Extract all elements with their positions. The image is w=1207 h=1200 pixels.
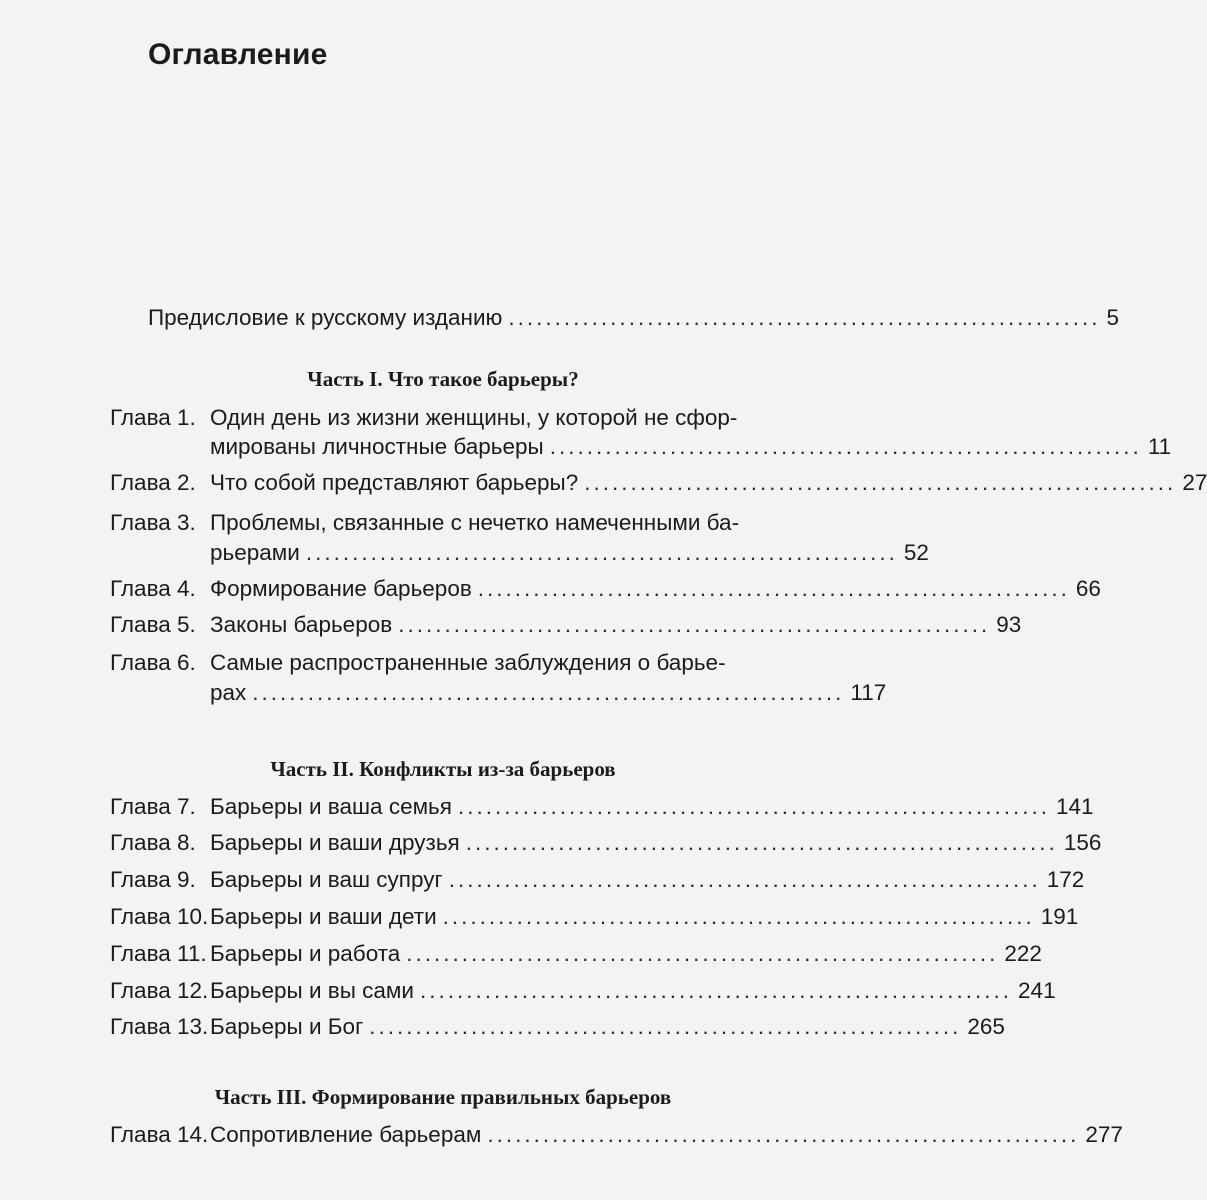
chapter-title: Барьеры и ваш супруг <box>210 867 443 892</box>
leader-dots: ................................................................ <box>508 305 1101 330</box>
chapter-title: Самые распространенные заблуждения о барье- <box>210 650 726 675</box>
chapter-entry <box>110 830 1102 864</box>
chapter-page: 52 <box>903 540 929 565</box>
chapter-label: Глава 2. <box>110 470 196 495</box>
chapter-label: Глава 13. <box>110 1014 209 1039</box>
chapter-label: Глава 4. <box>110 576 196 601</box>
chapter-label: Глава 12. <box>110 978 209 1003</box>
chapter-entry <box>110 576 1101 610</box>
chapter-page: 27 <box>1182 470 1207 495</box>
chapter-entry-cont <box>210 540 929 574</box>
leader-dots: ................................................................ <box>477 576 1070 601</box>
leader-dots: ................................................................ <box>442 904 1035 929</box>
chapter-entry <box>110 867 1085 901</box>
preface-entry <box>148 305 1120 339</box>
chapter-page: 222 <box>1004 941 1042 966</box>
chapter-page: 265 <box>967 1014 1005 1039</box>
chapter-title: Барьеры и вы сами <box>210 978 414 1003</box>
chapter-entry <box>110 941 1042 975</box>
chapter-entry <box>110 978 1056 1012</box>
chapter-page: 172 <box>1046 867 1085 892</box>
chapter-label: Глава 3. <box>110 510 196 535</box>
leader-dots: ................................................................ <box>369 1014 962 1039</box>
chapter-title: Законы барьеров <box>210 612 393 637</box>
chapter-title: Барьеры и ваши дети <box>210 904 437 929</box>
leader-dots: ................................................................ <box>419 978 1013 1003</box>
leader-dots: ................................................................ <box>465 830 1058 855</box>
chapter-page: 93 <box>996 612 1022 637</box>
chapter-entry-cont <box>210 680 887 714</box>
chapter-label: Глава 14. <box>110 1122 209 1147</box>
chapter-label: Глава 10. <box>110 904 209 929</box>
chapter-label: Глава 7. <box>110 794 196 819</box>
leader-dots: ................................................................ <box>549 434 1142 459</box>
chapter-title-cont: рах <box>210 680 247 705</box>
chapter-title: Один день из жизни женщины, у которой не сфор- <box>210 405 738 430</box>
part-heading: Часть I. Что такое барьеры? <box>307 367 579 391</box>
chapter-label: Глава 5. <box>110 612 196 637</box>
chapter-title: Формирование барьеров <box>210 576 472 601</box>
leader-dots: ................................................................ <box>252 680 845 705</box>
chapter-title: Барьеры и ваши друзья <box>210 830 460 855</box>
chapter-page: 66 <box>1075 576 1101 601</box>
chapter-label: Глава 9. <box>110 867 196 892</box>
chapter-entry <box>110 904 1079 938</box>
chapter-title: Что собой представляют барьеры? <box>210 470 579 495</box>
chapter-page: 117 <box>850 680 887 705</box>
chapter-entry <box>110 470 1207 504</box>
preface-title: Предисловие к русскому изданию <box>148 305 503 330</box>
leader-dots: ................................................................ <box>448 867 1041 892</box>
chapter-page: 241 <box>1018 978 1056 1003</box>
page-title: Оглавление <box>148 38 328 71</box>
leader-dots: ................................................................ <box>398 612 991 637</box>
chapter-entry <box>110 612 1022 646</box>
chapter-page: 156 <box>1063 830 1102 855</box>
chapter-page: 141 <box>1056 794 1094 819</box>
chapter-title-cont: рьерами <box>210 540 300 565</box>
part-heading: Часть II. Конфликты из-за барьеров <box>270 757 616 781</box>
chapter-page: 11 <box>1147 434 1172 459</box>
chapter-entry <box>110 650 776 684</box>
chapter-label: Глава 1. <box>110 405 196 430</box>
chapter-label: Глава 6. <box>110 650 196 675</box>
chapter-label: Глава 8. <box>110 830 196 855</box>
chapter-entry <box>110 1014 1005 1048</box>
part-heading: Часть III. Формирование правильных барьеров <box>214 1085 672 1109</box>
chapter-title: Барьеры и ваша семья <box>210 794 452 819</box>
chapter-title-cont: мированы личностные барьеры <box>210 434 544 459</box>
chapter-title: Барьеры и Бог <box>210 1014 364 1039</box>
chapter-entry <box>110 1122 1123 1156</box>
leader-dots: ................................................................ <box>584 470 1177 495</box>
leader-dots: ................................................................ <box>305 540 898 565</box>
chapter-entry <box>110 510 776 544</box>
chapter-page: 277 <box>1085 1122 1123 1147</box>
chapter-entry <box>110 794 1094 828</box>
leader-dots: ................................................................ <box>406 941 999 966</box>
chapter-title: Проблемы, связанные с нечетко намеченными ба- <box>210 510 740 535</box>
chapter-label: Глава 11. <box>110 941 207 966</box>
leader-dots: ................................................................ <box>487 1122 1080 1147</box>
chapter-title: Сопротивление барьерам <box>210 1122 482 1147</box>
chapter-entry-cont <box>210 434 1172 468</box>
chapter-page: 191 <box>1040 904 1079 929</box>
leader-dots: ................................................................ <box>457 794 1051 819</box>
chapter-title: Барьеры и работа <box>210 941 401 966</box>
preface-page: 5 <box>1106 305 1120 330</box>
